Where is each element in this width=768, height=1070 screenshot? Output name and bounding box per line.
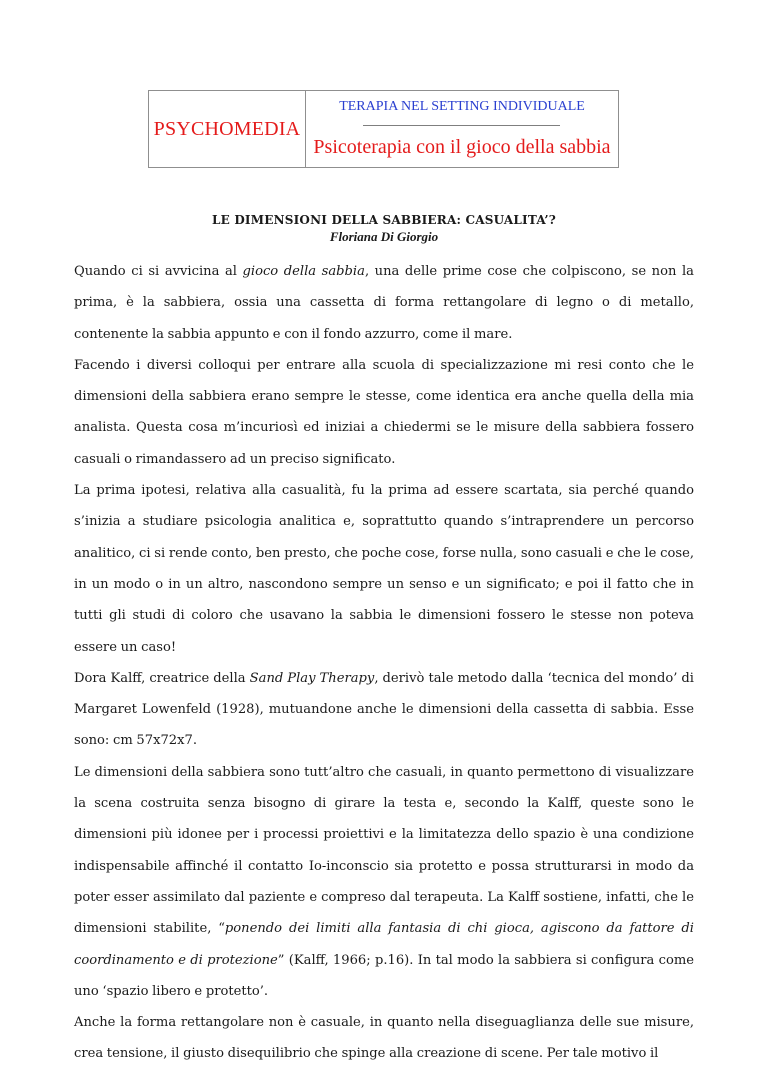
paragraph-4-emphasis: Sand Play Therapy: [249, 670, 375, 686]
article-body: [74, 256, 694, 1070]
section-subtitle: Psicoterapia con il gioco della sabbia: [313, 136, 611, 158]
brand-cell: [149, 91, 306, 167]
header-divider: [363, 125, 560, 126]
paragraph-1-emphasis: gioco della sabbia: [242, 264, 365, 279]
paragraph-1-text-b: , una delle prime cose che colpiscono, se non la prima, è la sabbiera, ossia una cassetta di forma rettangolare di legno o di metallo, contenente la sabbia appunto e con il fondo azzurro, come il mare.: [74, 264, 694, 342]
paragraph-1-text-a: Quando ci si avvicina al: [74, 264, 243, 279]
paragraph-6: Anche la forma rettangolare non è casuale, in quanto nella diseguaglianza delle sue misure, crea tensione, il giusto disequilibrio che spinge alla creazione di scene. Per tale motivo il: [74, 1015, 694, 1062]
paragraph-5-text-a: Le dimensioni della sabbiera sono tutt’altro che casuali, in quanto permettono di visualizzare la scena costruita senza bisogno di girare la testa e, secondo la Kalff, queste sono le dimensioni più idonee per i processi proiettivi e la limitatezza dello spazio è una condizione indispensabile affinché il contatto Io-inconscio sia protetto e possa strutturarsi in modo da poter esser assimilato dal paziente e compreso dal terapeuta. La Kalff sostiene, infatti, che le dimensioni stabilite, “: [74, 764, 694, 937]
paragraph-4-text-a: Dora Kalff, creatrice della: [74, 670, 250, 686]
paragraph-1: [74, 256, 694, 350]
paragraph-5: [74, 757, 694, 1007]
section-title: TERAPIA NEL SETTING INDIVIDUALE: [339, 99, 585, 114]
paragraph-2: Facendo i diversi colloqui per entrare alla scuola di specializzazione mi resi conto che le dimensioni della sabbiera erano sempre le stesse, come identica era anche quella della mia analista. Questa cosa m’incuriosì ed iniziai a chiedermi se le misure della sabbiera fossero casuali o rimandassero ad un preciso significato.: [74, 357, 694, 467]
paragraph-5-text-b: ” (Kalff, 1966; p.16). In tal modo la sabbiera si configura come uno ‘spazio libero e protetto’.: [74, 952, 694, 999]
header-right-cell: [306, 91, 618, 167]
paragraph-4: [74, 663, 694, 757]
paragraph-5-emphasis: ponendo dei limiti alla fantasia di chi gioca, agiscono da fattore di coordinamento e di protezione: [74, 921, 694, 968]
article-title: LE DIMENSIONI DELLA SABBIERA: CASUALITA’?: [211, 213, 557, 227]
brand-logo-text[interactable]: PSYCHOMEDIA: [153, 117, 301, 140]
article-author: Floriana Di Giorgio: [329, 229, 439, 244]
paragraph-3: La prima ipotesi, relativa alla casualità, fu la prima ad essere scartata, sia perché quando s’inizia a studiare psicologia analitica e, soprattutto quando s’intraprendere un percorso analitico, ci si rende conto, ben presto, che poche cose, forse nulla, sono casuali e che le cose, in un modo o in un altro, nascondono sempre un senso e un significato; e poi il fatto che in tutti gli studi di coloro che usavano la sabbia le dimensioni fossero le stesse non poteva essere un caso!: [74, 483, 694, 655]
paragraph-4-text-b: , derivò tale metodo dalla ‘tecnica del mondo’ di Margaret Lowenfeld (1928), mutuandone anche le dimensioni della cassetta di sabbia. Esse sono: cm 57x72x7.: [74, 670, 694, 749]
header-box: [148, 90, 619, 168]
